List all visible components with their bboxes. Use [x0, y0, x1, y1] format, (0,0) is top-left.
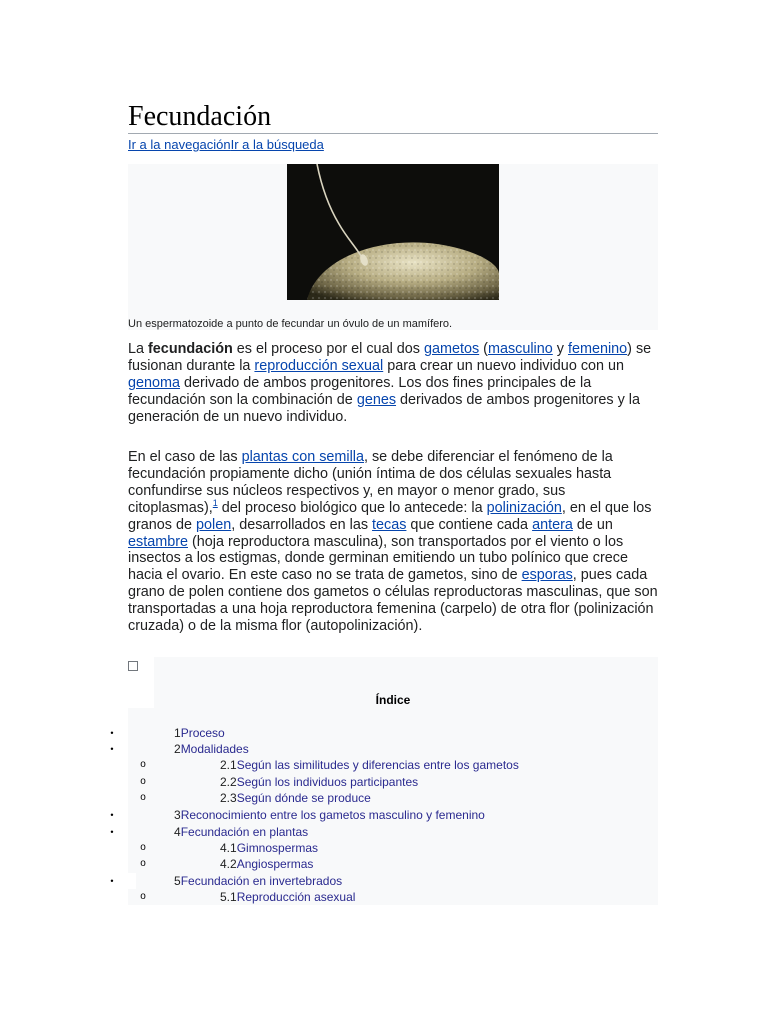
- sub-bullet-icon: o: [140, 858, 146, 869]
- title-divider: [128, 133, 658, 134]
- link-genoma[interactable]: genoma: [128, 374, 181, 391]
- plants-paragraph: En el caso de las plantas con semilla, se debe diferenciar el fenómeno de la fecundación propiamente dicho (unión íntima de dos células sexuales hasta confundirse sus núcleos respectivos y, en mayor o menor grado, sus citoplasmas),$^1$ del proceso biológico que lo antecede: la polinización, en el que los granos de polen, desarrollados en las tecas que contiene cada antera de un estambre (hoja reproductora masculina), son transportados por el viento o los insectos a los estigmas, donde germinan emitiendo un tubo polínico que crece hacia el ovario. En este caso no se trata de gametos, sino de esporas, pues cada grano de polen contiene dos gametos o células reproductoras masculinas, que son transportadas a una hoja reproductora femenina (carpelo) de otra flor (polinización cruzada) o de la misma flor (autopolinización).: [128, 449, 658, 635]
- sperm-egg-image: [287, 164, 499, 300]
- link-esporas[interactable]: esporas: [521, 567, 573, 584]
- jump-to-navigation-link[interactable]: Ir a la navegación: [128, 137, 231, 152]
- link-plantas-con-semilla[interactable]: plantas con semilla: [241, 449, 364, 465]
- thumbnail-figure: [128, 164, 658, 330]
- bullet-icon: •: [110, 827, 114, 837]
- sub-bullet-icon: o: [140, 792, 146, 803]
- figure-caption: Un espermatozoide a punto de fecundar un óvulo de un mamífero.: [128, 318, 453, 330]
- link-gametos[interactable]: gametos: [423, 341, 480, 357]
- bullet-icon: •: [110, 810, 114, 820]
- toc-toggle-checkbox[interactable]: [128, 661, 138, 671]
- link-polinizacion[interactable]: polinización: [486, 499, 562, 516]
- bullet-icon: •: [110, 876, 114, 886]
- sub-bullet-icon: o: [140, 776, 146, 787]
- sub-bullet-icon: o: [140, 891, 146, 902]
- link-femenino[interactable]: femenino: [567, 341, 628, 357]
- bold-term: fecundación: [148, 341, 233, 357]
- sperm-egg-photo[interactable]: [287, 164, 499, 300]
- intro-paragraph: La fecundación es el proceso por el cual dos gametos (masculino y femenino) se fusionan durante la reproducción sexual para crear un nuevo individuo con un genoma derivado de ambos progenitores. Los dos fines principales de la fecundación son la combinación de genes derivados de ambos progenitores y la generación de un nuevo individuo.: [128, 341, 652, 425]
- jump-to-search-link[interactable]: Ir a la búsqueda: [230, 137, 324, 152]
- bullet-icon: •: [110, 728, 114, 738]
- link-genes[interactable]: genes: [356, 391, 397, 408]
- reference-1[interactable]: 1: [212, 497, 218, 508]
- page-title: Fecundación: [128, 101, 272, 132]
- link-antera[interactable]: antera: [532, 516, 573, 533]
- link-reproduccion-sexual[interactable]: reproducción sexual: [254, 357, 384, 374]
- link-tecas[interactable]: tecas: [372, 516, 407, 533]
- toc-title: Índice: [375, 693, 411, 707]
- link-polen[interactable]: polen: [196, 516, 232, 533]
- sub-bullet-icon: o: [140, 842, 146, 853]
- jump-links: [128, 137, 324, 153]
- link-estambre[interactable]: estambre: [128, 533, 188, 550]
- sub-bullet-icon: o: [140, 759, 146, 770]
- bullet-icon: •: [110, 744, 114, 754]
- link-masculino[interactable]: masculino: [487, 341, 553, 357]
